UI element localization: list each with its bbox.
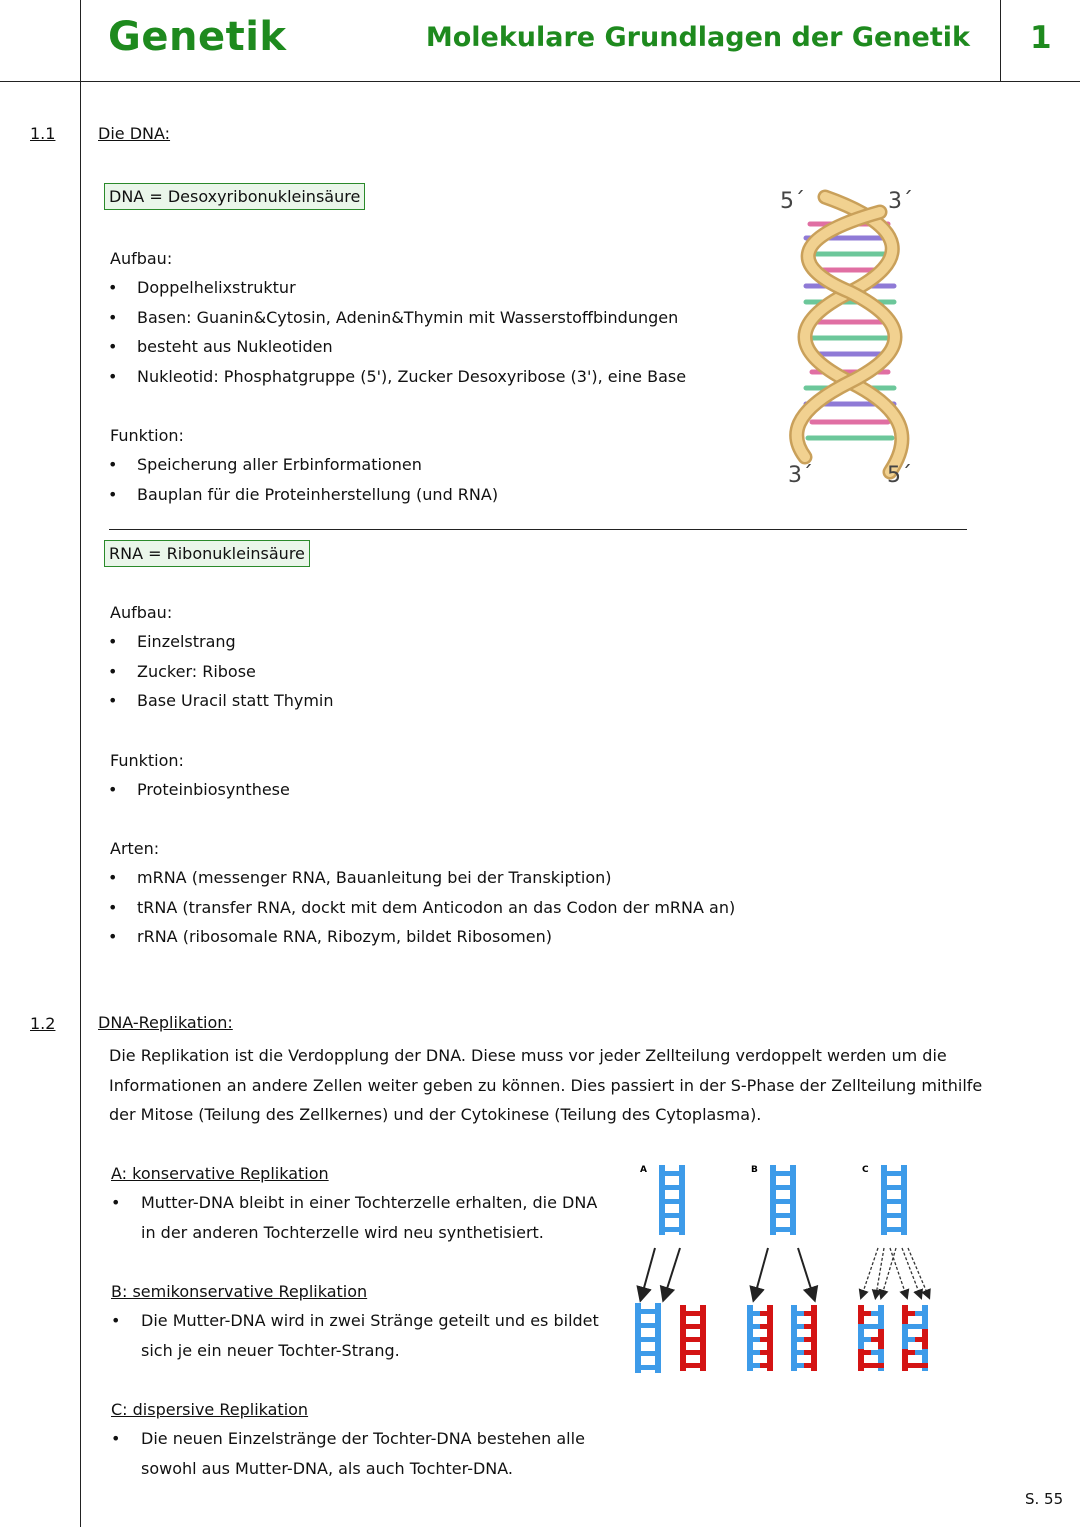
list-item: • Speicherung aller Erbinformationen	[108, 450, 498, 480]
rna-aufbau-list	[108, 627, 334, 716]
daughter-dna-a2	[680, 1305, 706, 1371]
helix-label-bottom-right: 5´	[887, 463, 912, 488]
replication-models-diagram	[630, 1160, 940, 1375]
parent-dna-b	[770, 1165, 796, 1235]
section-number: 1.1	[30, 124, 56, 143]
divider	[109, 529, 967, 530]
list-item: • Doppelhelixstruktur	[108, 273, 686, 303]
list-item: • Zucker: Ribose	[108, 657, 334, 687]
dna-double-helix-illustration	[770, 182, 930, 492]
daughter-dna-c1	[858, 1305, 884, 1371]
section-heading: DNA-Replikation:	[98, 1013, 233, 1032]
daughter-dna-b2	[791, 1305, 817, 1371]
helix-label-bottom-left: 3´	[788, 463, 813, 488]
parent-dna-a	[659, 1165, 685, 1235]
model-c-text: • Die neuen Einzelstränge der Tochter-DNA bestehen alle sowohl aus Mutter-DNA, als auch Tochter-DNA.	[111, 1424, 611, 1483]
daughter-dna-a1	[635, 1303, 661, 1373]
header-rule	[0, 81, 1080, 82]
list-item: • Basen: Guanin&Cytosin, Adenin&Thymin mit Wasserstoffbindungen	[108, 303, 686, 333]
left-margin-line	[80, 0, 81, 1527]
model-a-title: A: konservative Replikation	[111, 1164, 329, 1183]
daughter-dna-c2	[902, 1305, 928, 1371]
helix-label-top-left: 5´	[780, 189, 805, 214]
dna-definition-box: DNA = Desoxyribonukleinsäure	[104, 183, 365, 210]
dna-funktion-list	[108, 450, 498, 509]
rna-definition-box: RNA = Ribonukleinsäure	[104, 540, 310, 567]
page-title: Genetik	[108, 14, 287, 60]
list-item: • Nukleotid: Phosphatgruppe (5'), Zucker Desoxyribose (3'), eine Base	[108, 362, 686, 392]
model-c-title: C: dispersive Replikation	[111, 1400, 309, 1419]
diagram-label-b: B	[751, 1165, 758, 1175]
dna-aufbau-list	[108, 273, 686, 391]
helix-label-top-right: 3´	[888, 189, 913, 214]
dna-funktion-label: Funktion:	[110, 426, 184, 445]
parent-dna-c	[881, 1165, 907, 1235]
list-item: • rRNA (ribosomale RNA, Ribozym, bildet Ribosomen)	[108, 922, 735, 952]
arrows-c	[862, 1248, 928, 1295]
rna-funktion-label: Funktion:	[110, 751, 184, 770]
list-item: • Bauplan für die Proteinherstellung (und RNA)	[108, 480, 498, 510]
list-item: • Proteinbiosynthese	[108, 775, 290, 805]
list-item: • mRNA (messenger RNA, Bauanleitung bei der Transkiption)	[108, 863, 735, 893]
replication-intro: Die Replikation ist die Verdopplung der DNA. Diese muss vor jeder Zellteilung verdoppelt werden um die Informationen an andere Zellen weiter geben zu können. Dies passiert in der S-Phase der Zellteilung mithilfe der Mitose (Teilung des Zellkernes) und der Cytokinese (Teilung des Cytoplasma).	[109, 1046, 983, 1124]
list-item: • Einzelstrang	[108, 627, 334, 657]
arrows-a	[642, 1248, 680, 1295]
list-item: • tRNA (transfer RNA, dockt mit dem Anticodon an das Codon der mRNA an)	[108, 893, 735, 923]
page-subtitle: Molekulare Grundlagen der Genetik	[425, 22, 970, 53]
model-a-text: • Mutter-DNA bleibt in einer Tochterzelle erhalten, die DNA in der anderen Tochterzelle wird neu synthetisiert.	[111, 1188, 611, 1247]
right-margin-line	[1000, 0, 1001, 82]
list-item: • Base Uracil statt Thymin	[108, 686, 334, 716]
rna-arten-label: Arten:	[110, 839, 160, 858]
rna-aufbau-label: Aufbau:	[110, 603, 173, 622]
rna-funktion-list	[108, 775, 290, 805]
diagram-label-c: C	[862, 1165, 869, 1175]
page-footer: S. 55	[1025, 1490, 1064, 1508]
dna-aufbau-label: Aufbau:	[110, 249, 173, 268]
chapter-number: 1	[1030, 20, 1052, 56]
rna-arten-list	[108, 863, 735, 952]
model-b-title: B: semikonservative Replikation	[111, 1282, 368, 1301]
section-heading: Die DNA:	[98, 124, 171, 143]
model-b-text: • Die Mutter-DNA wird in zwei Stränge geteilt und es bildet sich je ein neuer Tochter-Strang.	[111, 1306, 611, 1365]
diagram-label-a: A	[640, 1165, 647, 1175]
daughter-dna-b1	[747, 1305, 773, 1371]
arrows-b	[755, 1248, 813, 1295]
list-item: • besteht aus Nukleotiden	[108, 332, 686, 362]
section-number: 1.2	[30, 1014, 56, 1033]
